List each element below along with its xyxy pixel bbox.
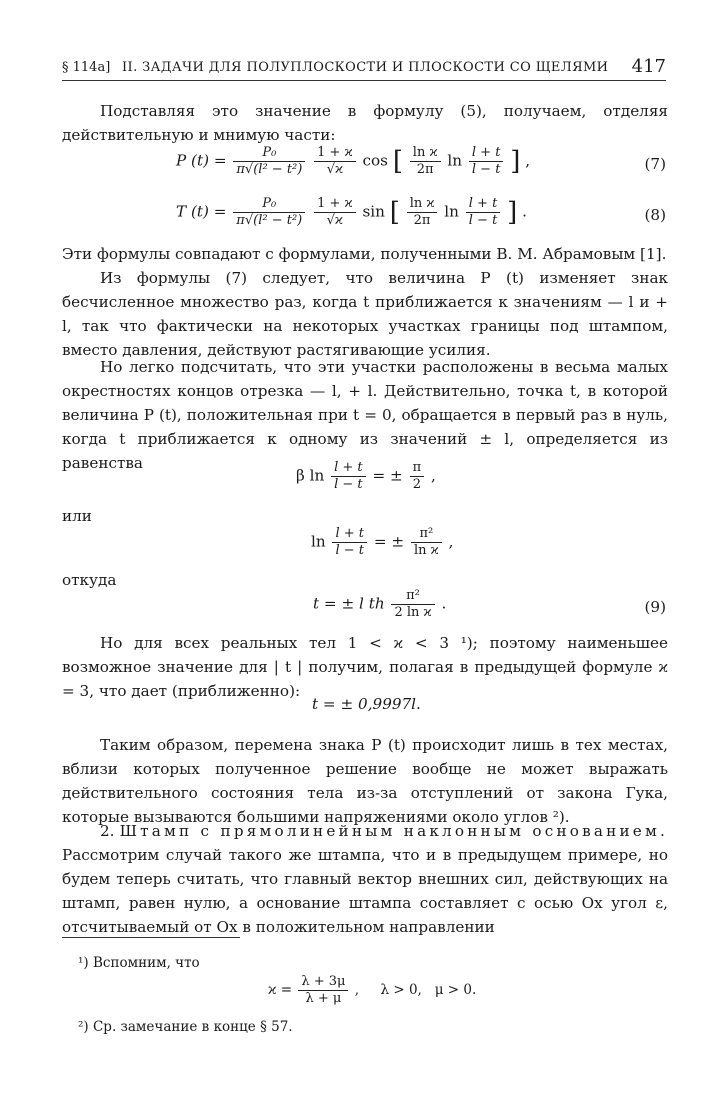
- paragraph-conclusion: Таким образом, перемена знака P (t) происходит лишь в тех местах, вблизи которых полученное решение вообще не может выражать действительного состояния тела из-за отступлений от закона Гука, которые вызываются большими напряжениями около углов ²).: [62, 736, 668, 826]
- equation-7: P (t) = $\frac{\text{P₀}}{\text{π√(l² − t²)}}$ $\frac{1 + ϰ}{√ϰ}$ cos [ $\frac{\text{ln ϰ}}{2\pi}$ ln $\frac{l + t}{l - t}$ ] ,: [176, 145, 531, 177]
- paragraph-real-bodies: Но для всех реальных тел 1 < ϰ < 3 ¹); поэтому наименьшее возможное значение для | t | получим, полагая в предыдущей формуле ϰ = 3, что дает (приближенно):: [62, 634, 668, 700]
- paragraph-inclined-stamp: 2. Штамп с прямолинейным наклонным основанием. Рассмотрим случай такого же штампа, что и в предыдущем примере, но будем теперь считать, что главный вектор внешних сил, действующих на штамп, равен нулю, а основание штампа составляет с осью Ox угол ε, отсчитываемый от Ox в положительном направлении: [62, 822, 669, 936]
- footnote-2: ²) Ср. замечание в конце § 57.: [78, 1019, 293, 1035]
- section-ref: § 114a]: [62, 60, 111, 75]
- paragraph-abramov: Эти формулы совпадают с формулами, полученными В. М. Абрамовым [1].: [62, 245, 667, 263]
- paragraph-sign-change: Из формулы (7) следует, что величина P (t) изменяет знак бесчисленное множество раз, когда t приближается к значениям — l и + l, так что фактически на некоторых участках границы под штампом, вместо давления, действуют растягивающие усилия.: [62, 269, 668, 359]
- running-header: [62, 56, 666, 80]
- footnote-rule: [62, 937, 240, 938]
- equation-9: t = ± l th $\frac{\text{π²}}{\text{2 ln ϰ}}$ .: [313, 588, 447, 620]
- equation-number-9: (9): [644, 598, 666, 616]
- equation-number-7: (7): [644, 155, 666, 173]
- page-number: 417: [631, 56, 666, 77]
- paragraph-intro: Подставляя это значение в формулу (5), получаем, отделяя действительную и мнимую части:: [62, 102, 668, 144]
- chapter-title: II. ЗАДАЧИ ДЛЯ ПОЛУПЛОСКОСТИ И ПЛОСКОСТИ СО ЩЕЛЯМИ: [122, 60, 609, 75]
- word-whence: откуда: [62, 571, 117, 589]
- header-rule: [62, 80, 666, 81]
- footnote-1-equation: ϰ = $\frac{\lambda + 3\mu}{\lambda + \mu}$ , λ > 0, μ > 0.: [268, 974, 477, 1006]
- paragraph-estimate: Но легко подсчитать, что эти участки расположены в весьма малых окрестностях концов отрезка — l, + l. Действительно, точка t, в которой величина P (t), положительная при t = 0, обращается в первый раз в нуль, когда t приближается к одному из значений ± l, определяется из равенства: [62, 358, 668, 472]
- equation-number-8: (8): [644, 206, 666, 224]
- footnote-1: ¹) Вспомним, что: [78, 955, 200, 971]
- subsection-title: Штамп с прямолинейным наклонным основанием.: [119, 822, 669, 840]
- equation-8: T (t) = $\frac{\text{P₀}}{\text{π√(l² − t²)}}$ $\frac{1 + ϰ}{√ϰ}$ sin [ $\frac{\text{ln ϰ}}{2\pi}$ ln $\frac{l + t}{l - t}$ ] .: [176, 196, 527, 228]
- word-or: или: [62, 507, 92, 525]
- equation-ln: ln $\frac{l + t}{l - t}$ = ± $\frac{\text{π²}}{\text{ln ϰ}}$ ,: [311, 526, 454, 558]
- equation-beta: β ln $\frac{l + t}{l - t}$ = ± $\frac{\pi}{2}$ ,: [296, 460, 436, 492]
- equation-approx: t = ± 0,9997l.: [312, 695, 421, 713]
